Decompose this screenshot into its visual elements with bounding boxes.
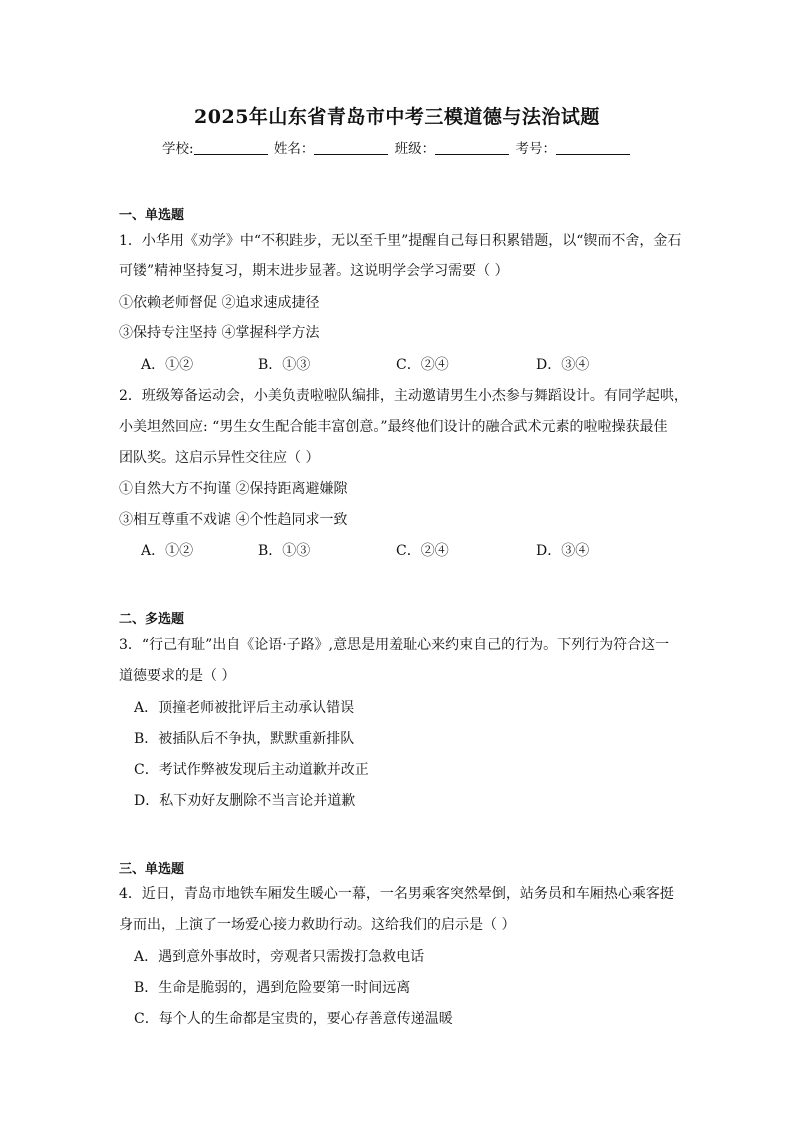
student-info-line: [0, 137, 794, 157]
question-4-choice-b[interactable]: B．生命是脆弱的，遇到危险要第一时间远离: [134, 980, 411, 996]
question-1-item: ①依赖老师督促 ②追求速成捷径: [119, 295, 320, 311]
class-label: 班级：: [394, 141, 436, 157]
page-title: 2025年山东省青岛市中考三模道德与法治试题: [194, 106, 600, 128]
question-3-choice-d[interactable]: D．私下劝好友删除不当言论并道歉: [134, 793, 356, 809]
question-2-choice-c[interactable]: C．②④: [396, 543, 449, 559]
section-heading: 三、单选题: [119, 862, 185, 877]
question-3-choice-c[interactable]: C．考试作弊被发现后主动道歉并改正: [134, 762, 369, 778]
school-label: 学校:: [162, 141, 194, 157]
question-2-line: 2．班级筹备运动会，小美负责啦啦队编排，主动邀请男生小杰参与舞蹈设计。有同学起哄，: [119, 388, 688, 404]
question-2-choice-a[interactable]: A．①②: [141, 543, 194, 559]
question-2-choice-d[interactable]: D．③④: [536, 543, 590, 559]
question-4-line: 4．近日，青岛市地铁车厢发生暖心一幕，一名男乘客突然晕倒，站务员和车厢热心乘客挺: [119, 886, 674, 902]
section-heading: 一、单选题: [119, 208, 185, 223]
class-blank[interactable]: [435, 140, 509, 155]
question-2-line: 团队奖。这启示异性交往应（ ）: [119, 450, 320, 466]
section-heading: 二、多选题: [119, 612, 185, 627]
question-2-line: 小美坦然回应: “男生女生配合能丰富创意。”最终他们设计的融合武术元素的啦啦操获最佳: [119, 419, 668, 435]
question-1-choice-c[interactable]: C．②④: [396, 357, 449, 373]
question-2-item: ③相互尊重不戏谑 ④个性趋同求一致: [119, 512, 348, 528]
question-1-line: 可镂”精神坚持复习，期末进步显著。这说明学会学习需要（ ）: [119, 263, 509, 279]
question-1-choice-a[interactable]: A．①②: [141, 357, 194, 373]
name-blank[interactable]: [314, 140, 388, 155]
question-1-choice-b[interactable]: B．①③: [258, 357, 311, 373]
question-3-line: 3．“行己有耻”出自《论语·子路》,意思是用羞耻心来约束自己的行为。下列行为符合这一: [119, 637, 670, 653]
question-1-line: 1．小华用《劝学》中“不积跬步，无以至千里”提醒自己每日积累错题，以“锲而不舍，金石: [119, 233, 682, 249]
question-1-choice-d[interactable]: D．③④: [536, 357, 590, 373]
name-label: 姓名：: [273, 141, 315, 157]
question-3-choice-a[interactable]: A．顶撞老师被批评后主动承认错误: [134, 700, 355, 716]
question-4-choice-c[interactable]: C．每个人的生命都是宝贵的，要心存善意传递温暖: [134, 1011, 453, 1027]
number-label: 考号：: [515, 141, 556, 157]
question-3-line: 道德要求的是（ ）: [119, 668, 236, 684]
question-3-choice-b[interactable]: B．被插队后不争执，默默重新排队: [134, 731, 355, 747]
question-1-item: ③保持专注坚持 ④掌握科学方法: [119, 325, 320, 341]
question-2-choice-b[interactable]: B．①③: [258, 543, 311, 559]
question-4-choice-a[interactable]: A．遇到意外事故时，旁观者只需拨打急救电话: [134, 949, 425, 965]
question-2-item: ①自然大方不拘谨 ②保持距离避嫌隙: [119, 481, 348, 497]
question-4-line: 身而出，上演了一场爱心接力救助行动。这给我们的启示是（ ）: [119, 917, 516, 933]
number-blank[interactable]: [556, 140, 630, 155]
school-blank[interactable]: [194, 140, 268, 155]
